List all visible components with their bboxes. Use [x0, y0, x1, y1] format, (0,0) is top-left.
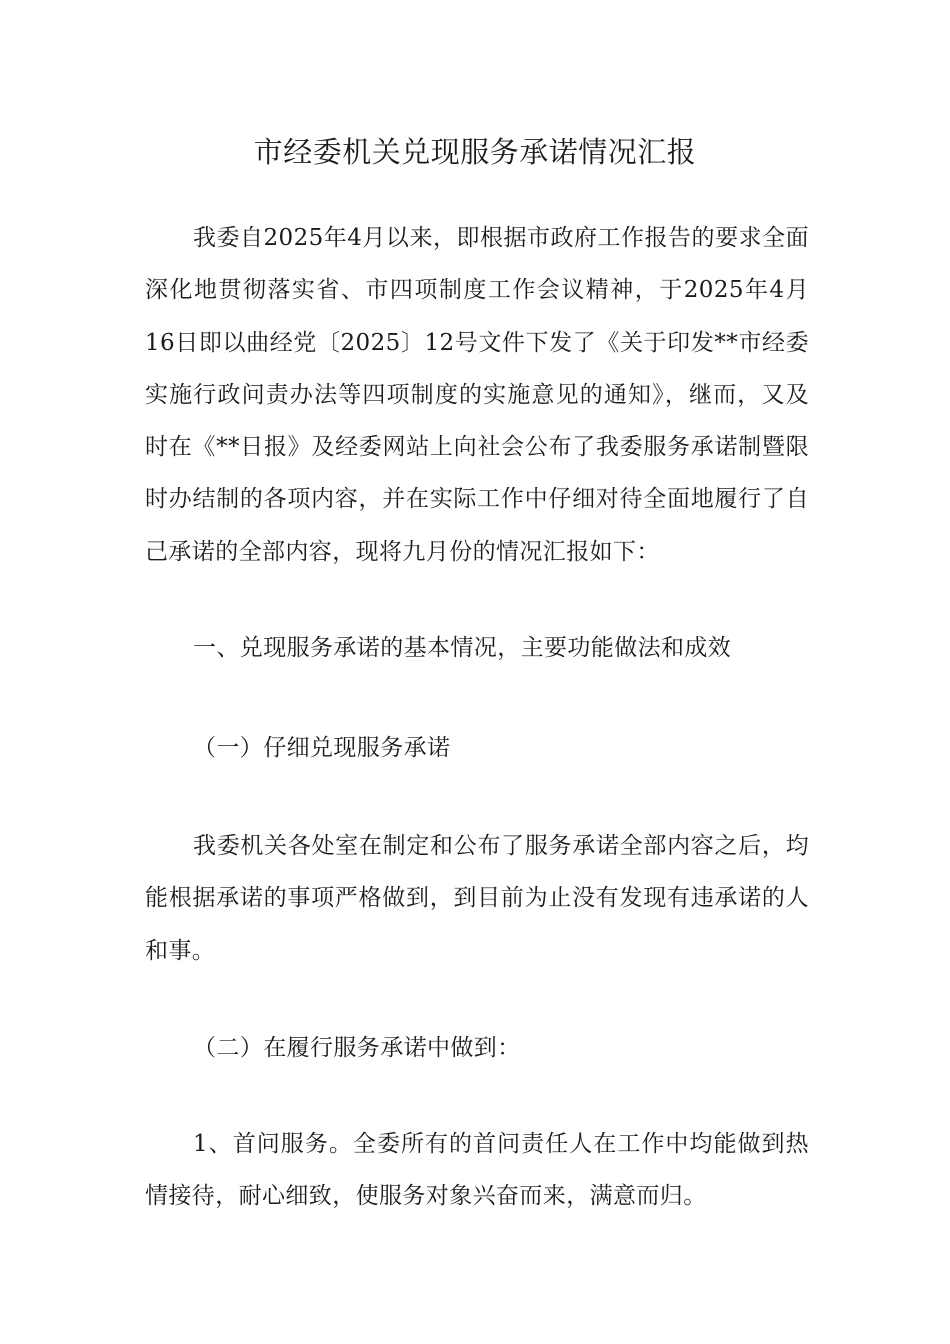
subsection-1-paragraph: 我委机关各处室在制定和公布了服务承诺全部内容之后，均能根据承诺的事项严格做到，到目前为止没有发现有违承诺的人和事。	[145, 833, 809, 964]
document-title: 市经委机关兑现服务承诺情况汇报	[253, 135, 697, 169]
section-heading-1: 一、兑现服务承诺的基本情况，主要功能做法和成效	[193, 635, 732, 661]
subsection-heading-1: （一）仔细兑现服务承诺	[193, 735, 451, 761]
subsection-heading-2: （二）在履行服务承诺中做到：	[193, 1035, 521, 1061]
intro-paragraph: 我委自2025年4月以来，即根据市政府工作报告的要求全面深化地贯彻落实省、市四项制度工作会议精神，于2025年4月16日即以曲经党〔2025〕12号文件下发了《关于印发**市经委实施行政问责办法等四项制度的实施意见的通知》，继而，又及时在《**日报》及经委网站上向社会公布了我委服务承诺制暨限时办结制的各项内容，并在实际工作中仔细对待全面地履行了自己承诺的全部内容，现将九月份的情况汇报如下：	[145, 225, 809, 565]
item-1-paragraph: 1、首问服务。全委所有的首问责任人在工作中均能做到热情接待，耐心细致，使服务对象兴奋而来，满意而归。	[145, 1131, 809, 1210]
